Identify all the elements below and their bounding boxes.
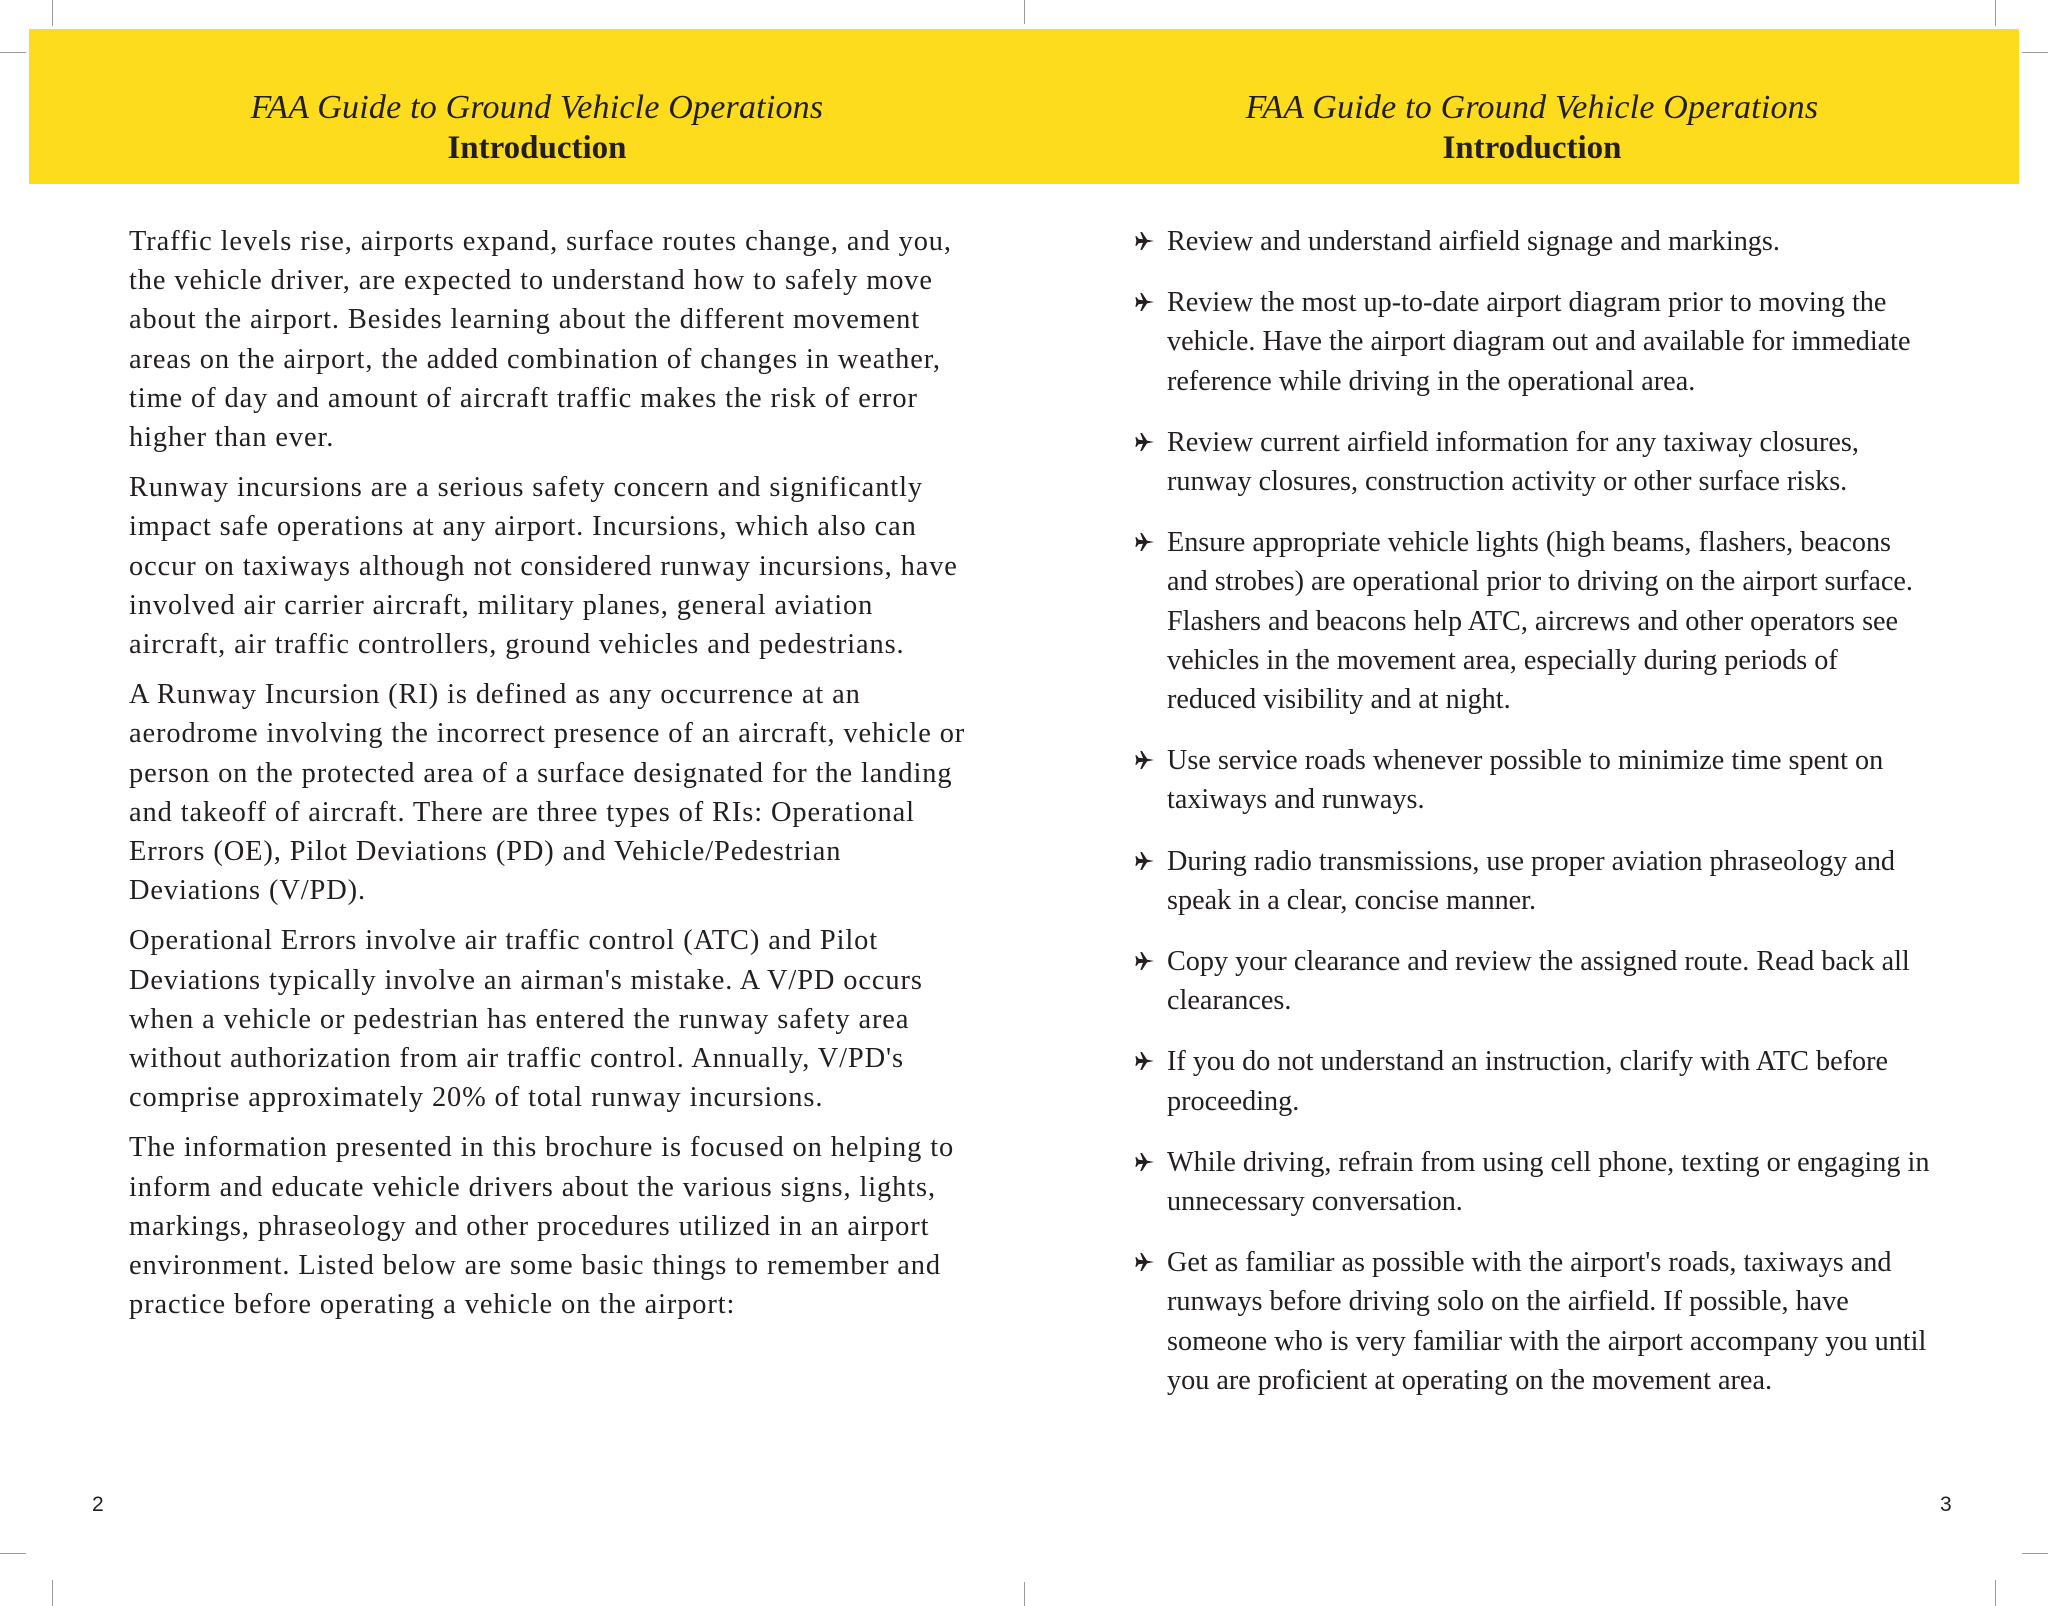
airplane-icon [1133, 748, 1157, 772]
airplane-icon [1133, 530, 1157, 554]
airplane-icon [1133, 1049, 1157, 1073]
left-page-body [129, 222, 974, 1335]
airplane-icon [1133, 1250, 1157, 1274]
list-item-text: If you do not understand an instruction, clarify with ATC before proceeding. [1167, 1046, 1888, 1117]
airplane-icon [1133, 290, 1157, 314]
crop-mark [2022, 1553, 2048, 1554]
paragraph: Operational Errors involve air traffic control (ATC) and Pilot Deviations typically involve an airman's mistake. A V/PD occurs when a vehicle or pedestrian has entered the runway safety area without authorization from air traffic control. Annually, V/PD's comprise approximately 20% of total runway incursions. [129, 925, 923, 1114]
paragraph: Traffic levels rise, airports expand, surface routes change, and you, the vehicle driver, are expected to understand how to safely move about the airport. Besides learning about the different movement areas on the airport, the added combination of changes in weather, time of day and amount of aircraft traffic makes the risk of error higher than ever. [129, 226, 952, 454]
paragraph: The information presented in this brochure is focused on helping to inform and educate vehicle drivers about the various signs, lights, markings, phraseology and other procedures utilized in an airport environment. Listed below are some basic things to remember and practice before operating a vehicle on the airport: [129, 1132, 955, 1321]
paragraph: A Runway Incursion (RI) is defined as any occurrence at an aerodrome involving the incorrect presence of an aircraft, vehicle or person on the protected area of a surface designated for the landing and takeoff of aircraft. There are three types of RIs: Operational Errors (OE), Pilot Deviations (PD) and Vehicle/Pedestrian Deviations (V/PD). [129, 679, 966, 907]
crop-mark [0, 1553, 26, 1554]
paragraph: Runway incursions are a serious safety concern and significantly impact safe operations at any airport. Incursions, which also can occur on taxiways although not considered runway incursions, have involved air carrier aircraft, military planes, general aviation aircraft, air traffic controllers, ground vehicles and pedestrians. [129, 472, 958, 661]
crop-mark [52, 1580, 53, 1606]
list-item [1133, 1042, 1933, 1120]
list-item [1133, 842, 1933, 920]
list-item-text: Review the most up-to-date airport diagram prior to moving the vehicle. Have the airport diagram out and available for immediate reference while driving in the operational area. [1167, 287, 1911, 397]
header-title: FAA Guide to Ground Vehicle Operations [1245, 89, 1819, 126]
crop-mark [1024, 1582, 1025, 1606]
list-item [1133, 1243, 1933, 1400]
list-item-text: Use service roads whenever possible to minimize time spent on taxiways and runways. [1167, 745, 1884, 816]
list-item [1133, 222, 1933, 261]
airplane-icon [1133, 430, 1157, 454]
crop-mark [0, 52, 26, 53]
list-item [1133, 741, 1933, 819]
airplane-icon [1133, 849, 1157, 873]
list-item [1133, 423, 1933, 501]
list-item [1133, 283, 1933, 401]
page-number: 2 [92, 1493, 104, 1516]
list-item-text: Get as familiar as possible with the airport's roads, taxiways and runways before driving solo on the airfield. If possible, have someone who is very familiar with the airport accompany you until you are proficient at operating on the movement area. [1167, 1247, 1927, 1396]
list-item [1133, 523, 1933, 719]
right-page-header [1045, 29, 2019, 184]
crop-mark [1995, 1580, 1996, 1606]
header-subtitle: Introduction [447, 130, 627, 166]
page-number: 3 [1940, 1493, 1952, 1516]
airplane-icon [1133, 949, 1157, 973]
crop-mark [52, 0, 53, 26]
list-item-text: Review and understand airfield signage and markings. [1167, 226, 1780, 257]
list-item-text: Ensure appropriate vehicle lights (high beams, flashers, beacons and strobes) are operational prior to driving on the airport surface. Flashers and beacons help ATC, aircrews and other operators see vehicles in the movement area, especially during periods of reduced visibility and at night. [1167, 527, 1913, 716]
list-item-text: Review current airfield information for any taxiway closures, runway closures, construction activity or other surface risks. [1167, 426, 1859, 498]
airplane-icon [1133, 1150, 1157, 1174]
header-title: FAA Guide to Ground Vehicle Operations [250, 89, 824, 126]
list-item-text: Copy your clearance and review the assigned route. Read back all clearances. [1167, 946, 1910, 1017]
right-page-bullet-list [1133, 222, 1933, 1422]
left-page-header [29, 29, 1045, 184]
airplane-icon [1133, 229, 1157, 253]
list-item-text: While driving, refrain from using cell phone, texting or engaging in unnecessary conversation. [1167, 1146, 1930, 1218]
crop-mark [1995, 0, 1996, 26]
crop-mark [2022, 52, 2048, 53]
crop-mark [1024, 0, 1025, 24]
list-item-text: During radio transmissions, use proper aviation phraseology and speak in a clear, concise manner. [1167, 845, 1896, 916]
list-item [1133, 942, 1933, 1020]
header-subtitle: Introduction [1442, 130, 1622, 166]
list-item [1133, 1143, 1933, 1221]
